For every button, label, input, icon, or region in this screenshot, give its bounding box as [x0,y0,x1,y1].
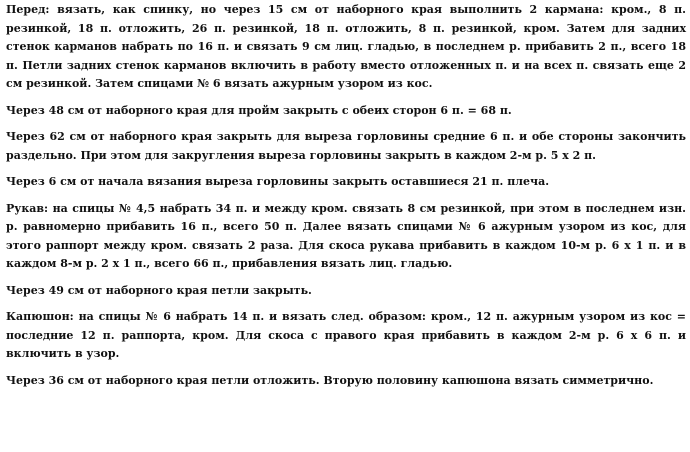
paragraph-hood: Капюшон: на спицы № 6 набрать 14 п. и вязать след. образом: кром., 12 п. ажурным узором из кос = последние 12 п. раппорта, кром. Для скоса с правого края прибавить в каждом 2-м р. 6 х 6 п. и включить в узор. [6,310,686,360]
paragraph-front: Перед: вязать, как спинку, но через 15 см от наборного края выполнить 2 кармана: кром., 8 п. резинкой, 18 п. отложить, 26 п. резинкой, 18 п. отложить, 8 п. резинкой, кром. Затем для задних стенок карманов набрать по 16 п. и связать 9 см лиц. гладью, в последнем р. прибавить 2 п., всего 18 п. Петли задних стенок карманов включить в работу вместо отложенных п. и на всех п. связать еще 2 см резинкой. Затем спицами № 6 вязать ажурным узором из кос. [6,3,686,90]
paragraph-neckline: Через 62 см от наборного края закрыть для выреза горловины средние 6 п. и обе стороны закончить раздельно. При этом для закругления выреза горловины закрыть в каждом 2-м р. 5 х 2 п. [6,130,686,162]
paragraph-hood-finish: Через 36 см от наборного края петли отложить. Вторую половину капюшона вязать симметрично. [6,373,654,387]
paragraph-sleeve-close: Через 49 см от наборного края петли закрыть. [6,283,312,297]
paragraph-sleeve: Рукав: на спицы № 4,5 набрать 34 п. и между кром. связать 8 см резинкой, при этом в последнем изн. р. равномерно прибавить 16 п., всего 50 п. Далее вязать спицами № 6 ажурным узором из кос, для этого раппорт между кром. связать 2 раза. Для скоса рукава прибавить в каждом 10-м р. 6 х 1 п. и в каждом 8-м р. 2 х 1 п., всего 66 п., прибавления вязать лиц. гладью. [6,201,686,270]
paragraph-armholes: Через 48 см от наборного края для пройм закрыть с обеих сторон 6 п. = 68 п. [6,103,512,117]
document-body [6,1,686,398]
paragraph-shoulder: Через 6 см от начала вязания выреза горловины закрыть оставшиеся 21 п. плеча. [6,175,550,188]
